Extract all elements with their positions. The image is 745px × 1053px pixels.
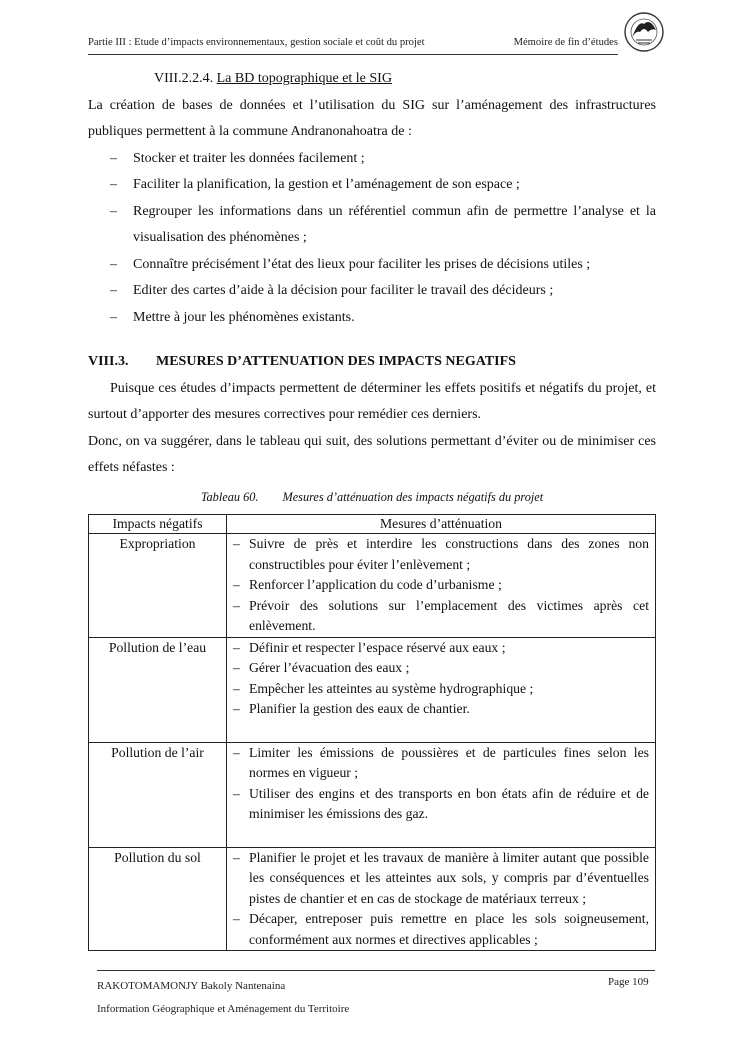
section-title: MESURES D’ATTENUATION DES IMPACTS NEGATIFS: [156, 354, 516, 369]
list-item: – Stocker et traiter les données facilement ;: [88, 146, 656, 173]
list-item: – Faciliter la planification, la gestion et l’aménagement de son espace ;: [88, 172, 656, 199]
table-header-row: [89, 515, 656, 534]
footer-rule: [97, 970, 655, 971]
measure-item: – Planifier la gestion des eaux de chantier.: [233, 699, 649, 720]
measures-cell: [227, 847, 656, 951]
page-number: Page 109: [608, 976, 649, 988]
footer-program: Information Géographique et Aménagement du Territoire: [97, 1003, 350, 1015]
page-header: [88, 37, 618, 48]
footer-author: RAKOTOMAMONJY Bakoly Nantenaina: [97, 980, 286, 992]
measure-item: – Prévoir des solutions sur l’emplacement des victimes après cet enlèvement.: [233, 596, 649, 637]
measures-cell: [227, 742, 656, 847]
caption-text: Mesures d’atténuation des impacts négatifs du projet: [282, 490, 544, 504]
table-caption: [88, 489, 656, 505]
list-item: – Regrouper les informations dans un référentiel commun afin de permettre l’analyse et la visualisation des phénomènes ;: [88, 199, 656, 252]
impact-cell: Pollution du sol: [89, 847, 227, 951]
header-rule: [88, 54, 618, 55]
list-item: – Connaître précisément l’état des lieux pour faciliter les prises de décisions utiles ;: [88, 252, 656, 279]
measure-item: – Gérer l’évacuation des eaux ;: [233, 658, 649, 679]
benefit-list: [88, 146, 656, 332]
measures-cell: [227, 637, 656, 742]
measure-item: – Renforcer l’application du code d’urbanisme ;: [233, 575, 649, 596]
mitigation-table: [88, 514, 656, 951]
section-heading: [88, 349, 656, 376]
measure-item: – Empêcher les atteintes au système hydrographique ;: [233, 679, 649, 700]
measure-item: – Décaper, entreposer puis remettre en place les sols soigneusement, conformément aux normes et directives applicables ;: [233, 909, 649, 950]
impact-cell: [89, 637, 227, 742]
table-row: [89, 742, 656, 847]
caption-label: Tableau 60.: [200, 490, 259, 504]
page-body: [88, 66, 656, 482]
intro-paragraph: La création de bases de données et l’utilisation du SIG sur l’aménagement des infrastructures publiques permettent à la commune Andranonahoatra de :: [88, 97, 656, 139]
paragraph: Donc, on va suggérer, dans le tableau qui suit, des solutions permettant d’éviter ou de minimiser ces effets néfastes :: [88, 433, 656, 475]
table-row: [89, 847, 656, 951]
measure-item: – Limiter les émissions de poussières et de particules fines selon les normes en vigueur ;: [233, 743, 649, 784]
column-header-impacts: Impacts négatifs: [89, 515, 227, 534]
impact-label: Pollution de l’eau: [108, 639, 207, 655]
paragraph: Puisque ces études d’impacts permettent de déterminer les effets positifs et négatifs du projet, et surtout d’apporter des mesures correctives pour remédier ces derniers.: [88, 380, 656, 422]
column-header-measures: Mesures d’atténuation: [227, 515, 656, 534]
measure-item: – Planifier le projet et les travaux de manière à limiter autant que possible les conséquences et les atteintes aux sols, y compris par d’éventuelles pistes de chantier et en cas de stockage de matériaux terreux ;: [233, 848, 649, 910]
section-number: VIII.3.: [88, 354, 129, 369]
impact-cell: [89, 742, 227, 847]
institution-logo-icon: [622, 10, 666, 54]
header-document-type: Mémoire de fin d’études: [513, 37, 618, 48]
measure-item: – Définir et respecter l’espace réservé aux eaux ;: [233, 638, 649, 659]
subsection-title: La BD topographique et le SIG: [216, 71, 392, 86]
table-row: [89, 534, 656, 638]
header-part-title: Partie III : Etude d’impacts environnementaux, gestion sociale et coût du projet: [88, 37, 425, 48]
impact-cell: Expropriation: [89, 534, 227, 638]
list-item: – Editer des cartes d’aide à la décision pour faciliter le travail des décideurs ;: [88, 278, 656, 305]
measures-cell: [227, 534, 656, 638]
measure-item: – Suivre de près et interdire les constructions dans des zones non constructibles pour éviter l’enlèvement ;: [233, 534, 649, 575]
subsection-number: VIII.2.2.4.: [154, 71, 214, 86]
subsection-heading: [88, 66, 656, 93]
impact-label: Pollution de l’air: [111, 744, 204, 760]
measure-item: – Utiliser des engins et des transports en bon états afin de réduire et de minimiser les émissions des gaz.: [233, 784, 649, 825]
table-row: [89, 637, 656, 742]
list-item: – Mettre à jour les phénomènes existants.: [88, 305, 656, 332]
